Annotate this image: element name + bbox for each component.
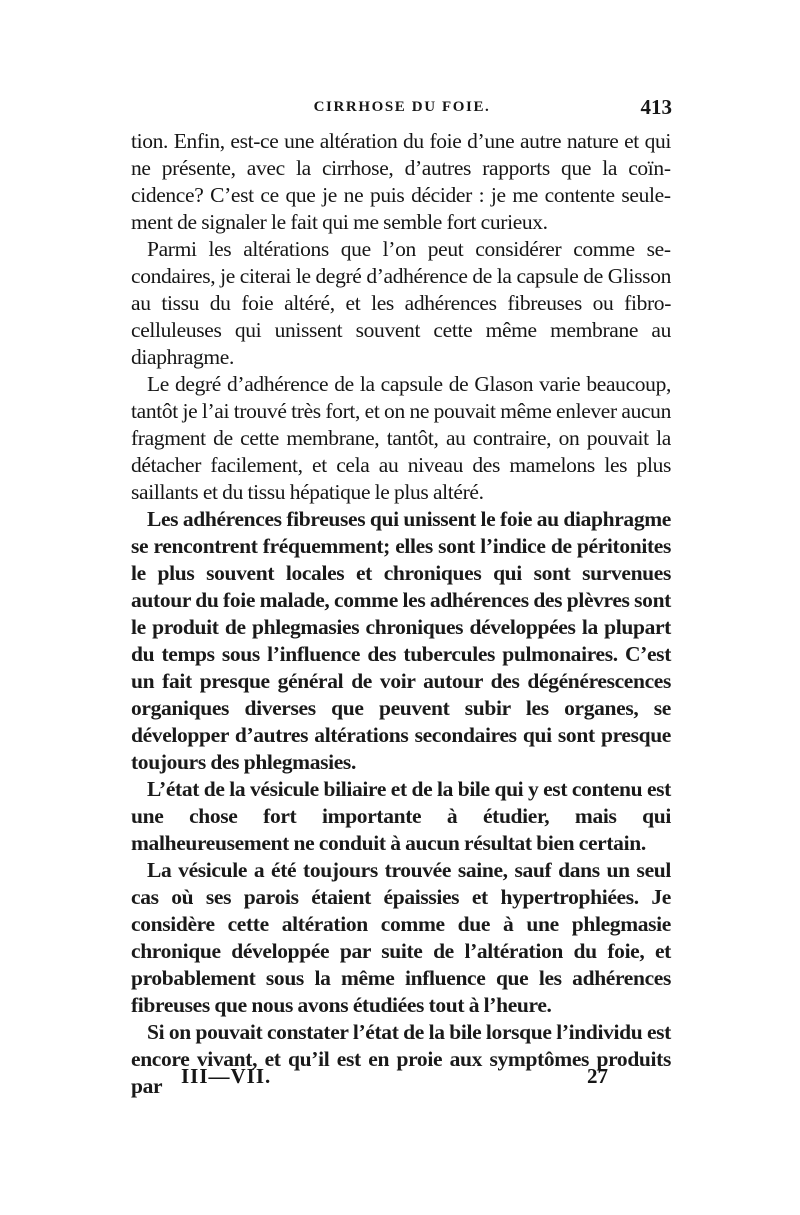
paragraph-bile-observation: Si on pouvait constater l’état de la bile lorsque l’individu est encore vivant, et qu’il est en proie aux symptômes produits par bbox=[131, 1020, 671, 1098]
paragraph-gallbladder-healthy: La vésicule a été toujours trouvée saine, sauf dans un seul cas où ses parois étaient épaissies et hypertrophiées. Je considère cette altération comme due à une phlegmasie chronique développée par suite de l’altération du foie, et probablement sous la même influence que les adhérences fibreuses que nous avons étudiées tout à l’heure. bbox=[131, 858, 671, 1017]
paragraph-adherence-degree: Le degré d’adhérence de la capsule de Glason varie beaucoup, tantôt je l’ai trouvé très fort, et on ne pouvait même enlever aucun fragment de cette membrane, tantôt, au contraire, on pouvait la détacher facilement, et cela au niveau des mamelons les plus saillants et du tissu hépatique le plus altéré. bbox=[131, 372, 671, 504]
paragraph-continuation: tion. Enfin, est-ce une altération du foie d’une autre nature et qui ne présente, avec la cirrhose, d’autres rapports que la coïncidence? C’est ce que je ne puis décider : je me contente seulement de signaler le fait qui me semble fort curieux. bbox=[131, 129, 671, 234]
signature-mark: III—VII. bbox=[181, 1064, 272, 1088]
paragraph-gallbladder-state: L’état de la vésicule biliaire et de la bile qui y est contenu est une chose fort importante à étudier, mais qui malheureusement ne conduit à aucun résultat bien certain. bbox=[131, 777, 671, 855]
paragraph-capsule-alterations: Parmi les altérations que l’on peut considérer comme secondaires, je citerai le degré d’adhérence de la capsule de Glisson au tissu du foie altéré, et les adhérences fibreuses ou fibro-celluleuses qui unissent souvent cette même membrane au diaphragme. bbox=[131, 237, 671, 369]
paragraph-fibrous-adhesions: Les adhérences fibreuses qui unissent le foie au diaphragme se rencontrent fréquemment; elles sont l’indice de péritonites le plus souvent locales et chroniques qui sont survenues autour du foie malade, comme les adhérences des plèvres sont le produit de phlegmasies chroniques développées la plupart du temps sous l’influence des tubercules pulmonaires. C’est un fait presque général de voir autour des dégénérescences organiques diverses que peuvent subir les organes, se développer d’autres altérations secondaires qui sont presque toujours des phlegmasies. bbox=[131, 507, 671, 774]
sheet-number: 27 bbox=[587, 1064, 608, 1088]
page-number: 413 bbox=[640, 95, 672, 119]
running-title: CIRRHOSE DU FOIE. bbox=[313, 99, 491, 115]
body-text bbox=[131, 128, 671, 1100]
running-head bbox=[132, 95, 672, 125]
page-footer bbox=[131, 1064, 671, 1094]
